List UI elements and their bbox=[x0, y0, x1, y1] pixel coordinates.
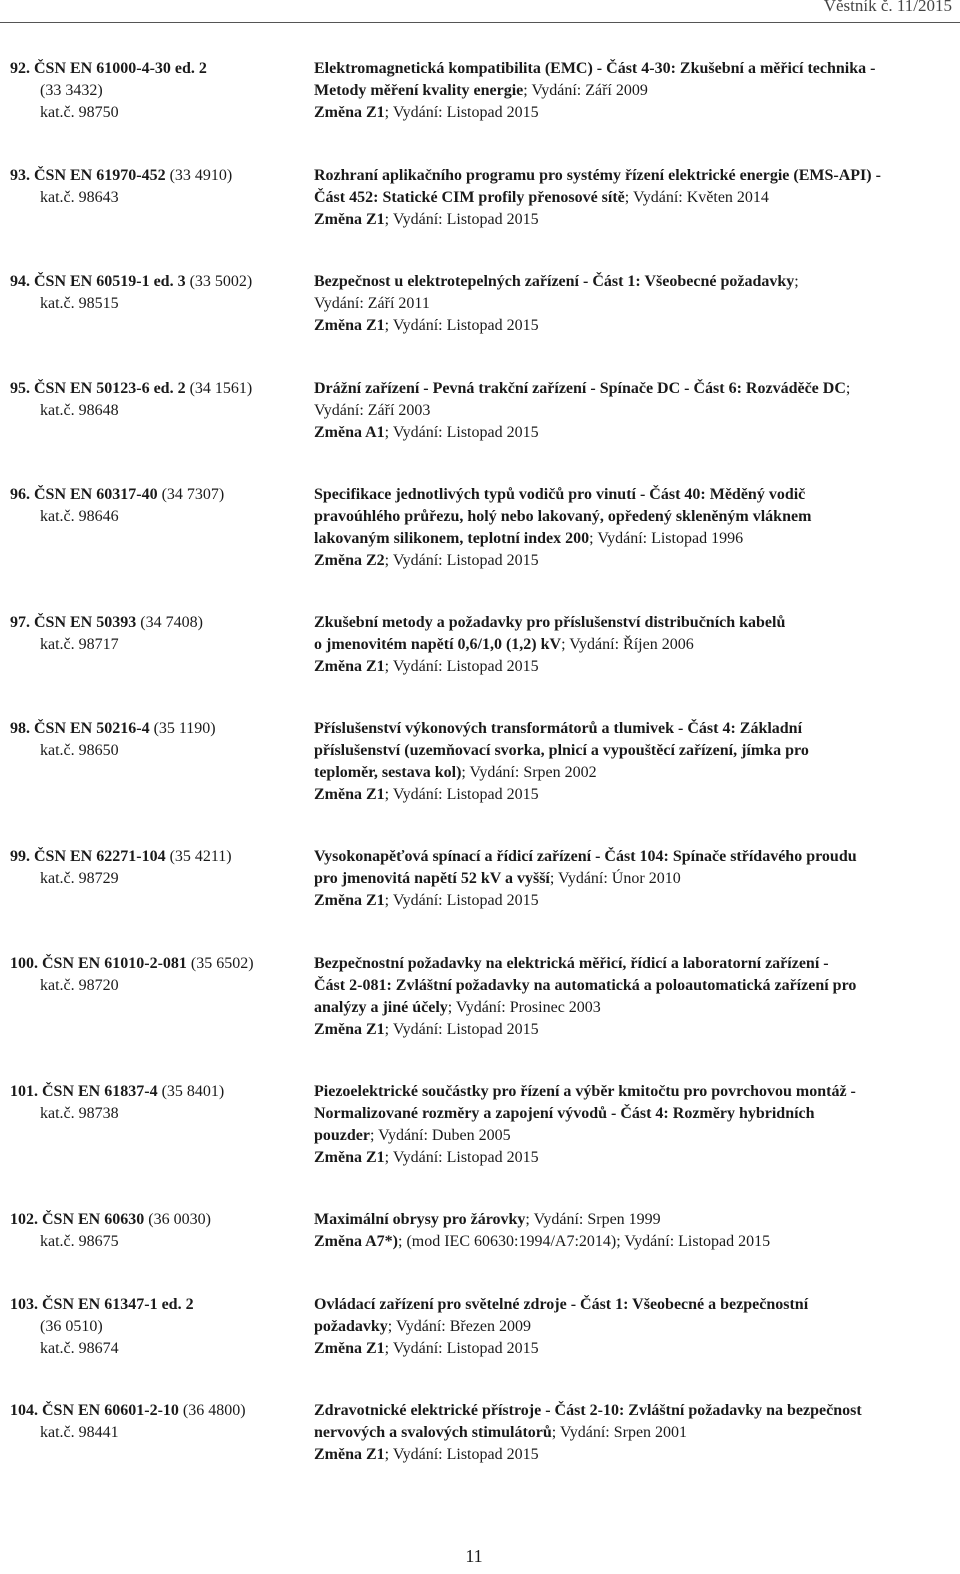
bold-text: 100. ČSN EN 61010-2-081 bbox=[10, 955, 187, 972]
identifier-line bbox=[10, 187, 305, 209]
identifier-line bbox=[10, 634, 305, 656]
plain-text: ; Vydání: Listopad 2015 bbox=[384, 1446, 539, 1463]
plain-text: ; Vydání: Listopad 2015 bbox=[384, 1340, 539, 1357]
description-line bbox=[314, 997, 950, 1019]
standard-identifier bbox=[10, 1294, 305, 1360]
identifier-line bbox=[10, 293, 305, 315]
bold-text: Část 2-081: Zvláštní požadavky na automatická a poloautomatická zařízení pro bbox=[314, 977, 857, 994]
identifier-line bbox=[10, 1294, 305, 1316]
bold-text: Elektromagnetická kompatibilita (EMC) - Část 4-30: Zkušební a měřicí technika - bbox=[314, 60, 876, 77]
bold-text: 101. ČSN EN 61837-4 bbox=[10, 1083, 158, 1100]
description-line bbox=[314, 484, 950, 506]
bold-text: analýzy a jiné účely bbox=[314, 999, 448, 1016]
bold-text: pro jmenovitá napětí 52 kV a vyšší bbox=[314, 870, 550, 887]
plain-text: kat.č. 98648 bbox=[40, 402, 119, 419]
description-line bbox=[314, 1338, 950, 1360]
description-line bbox=[314, 1103, 950, 1125]
bold-text: o jmenovitém napětí 0,6/1,0 (1,2) kV bbox=[314, 636, 562, 653]
standard-identifier bbox=[10, 1081, 305, 1125]
bold-text: Změna Z1 bbox=[314, 892, 385, 909]
plain-text: ; Vydání: Srpen 1999 bbox=[525, 1211, 661, 1228]
plain-text: kat.č. 98643 bbox=[40, 189, 119, 206]
plain-text: ; Vydání: Listopad 2015 bbox=[384, 104, 539, 121]
standard-description bbox=[314, 612, 950, 678]
plain-text: (33 5002) bbox=[185, 273, 253, 290]
plain-text: kat.č. 98441 bbox=[40, 1424, 119, 1441]
bold-text: Specifikace jednotlivých typů vodičů pro vinutí - Část 40: Měděný vodič bbox=[314, 486, 806, 503]
standard-description bbox=[314, 1209, 950, 1253]
description-line bbox=[314, 1209, 950, 1231]
bold-text: Zdravotnické elektrické přístroje - Část 2-10: Zvláštní požadavky na bezpečnost bbox=[314, 1402, 862, 1419]
plain-text: ; Vydání: Listopad 2015 bbox=[384, 658, 539, 675]
bold-text: Změna Z1 bbox=[314, 1340, 385, 1357]
bulletin-header: Věstník č. 11/2015 bbox=[823, 0, 952, 15]
description-line bbox=[314, 1019, 950, 1041]
identifier-line bbox=[10, 1209, 305, 1231]
plain-text: ; Vydání: Květen 2014 bbox=[624, 189, 769, 206]
identifier-line bbox=[10, 58, 305, 80]
bold-text: Příslušenství výkonových transformátorů a tlumivek - Část 4: Základní bbox=[314, 720, 803, 737]
plain-text: kat.č. 98738 bbox=[40, 1105, 119, 1122]
bold-text: lakovaným silikonem, teplotní index 200 bbox=[314, 530, 590, 547]
bold-text: Změna Z1 bbox=[314, 104, 385, 121]
plain-text: ; Vydání: Listopad 2015 bbox=[384, 892, 539, 909]
bold-text: Změna Z1 bbox=[314, 1021, 385, 1038]
standard-identifier bbox=[10, 484, 305, 528]
description-line bbox=[314, 1081, 950, 1103]
bold-text: Normalizované rozměry a zapojení vývodů - Část 4: Rozměry hybridních bbox=[314, 1105, 815, 1122]
description-line bbox=[314, 634, 950, 656]
bold-text: pravoúhlého průřezu, holý nebo lakovaný, opředený skleněným vláknem bbox=[314, 508, 812, 525]
identifier-line bbox=[10, 975, 305, 997]
standard-description bbox=[314, 1294, 950, 1360]
plain-text: ; Vydání: Září 2009 bbox=[523, 82, 648, 99]
plain-text: ; Vydání: Prosinec 2003 bbox=[447, 999, 601, 1016]
identifier-line bbox=[10, 1338, 305, 1360]
description-line bbox=[314, 784, 950, 806]
header-divider bbox=[0, 22, 960, 23]
bold-text: požadavky bbox=[314, 1318, 388, 1335]
description-line bbox=[314, 718, 950, 740]
description-line bbox=[314, 890, 950, 912]
plain-text: ; Vydání: Listopad 2015 bbox=[384, 786, 539, 803]
identifier-line bbox=[10, 740, 305, 762]
identifier-line bbox=[10, 506, 305, 528]
identifier-line bbox=[10, 1103, 305, 1125]
bold-text: 93. ČSN EN 61970-452 bbox=[10, 167, 166, 184]
plain-text: ; Vydání: Duben 2005 bbox=[370, 1127, 511, 1144]
identifier-line bbox=[10, 1422, 305, 1444]
description-line bbox=[314, 1400, 950, 1422]
plain-text: (36 0510) bbox=[40, 1318, 103, 1335]
plain-text: (36 0030) bbox=[144, 1211, 211, 1228]
plain-text: kat.č. 98750 bbox=[40, 104, 119, 121]
bold-text: Změna Z1 bbox=[314, 1446, 385, 1463]
description-line bbox=[314, 846, 950, 868]
plain-text: (35 6502) bbox=[186, 955, 254, 972]
description-line bbox=[314, 400, 950, 422]
standard-identifier bbox=[10, 165, 305, 209]
standard-identifier bbox=[10, 953, 305, 997]
bold-text: 96. ČSN EN 60317-40 bbox=[10, 486, 158, 503]
description-line bbox=[314, 58, 950, 80]
plain-text: ; Vydání: Listopad 2015 bbox=[384, 1021, 539, 1038]
bold-text: Změna A1 bbox=[314, 424, 385, 441]
plain-text: (34 7307) bbox=[157, 486, 225, 503]
bold-text: Drážní zařízení - Pevná trakční zařízení - Spínače DC - Část 6: Rozváděče DC bbox=[314, 380, 846, 397]
description-line bbox=[314, 315, 950, 337]
identifier-line bbox=[10, 378, 305, 400]
plain-text: kat.č. 98515 bbox=[40, 295, 119, 312]
bold-text: Rozhraní aplikačního programu pro systémy řízení elektrické energie (EMS-API) - bbox=[314, 167, 881, 184]
description-line bbox=[314, 271, 950, 293]
bold-text: 97. ČSN EN 50393 bbox=[10, 614, 137, 631]
description-line bbox=[314, 165, 950, 187]
bold-text: příslušenství (uzemňovací svorka, plnicí a vypouštěcí zařízení, jímka pro bbox=[314, 742, 809, 759]
bold-text: Ovládací zařízení pro světelné zdroje - Část 1: Všeobecné a bezpečnostní bbox=[314, 1296, 809, 1313]
plain-text: (33 4910) bbox=[165, 167, 233, 184]
description-line bbox=[314, 293, 950, 315]
bold-text: 94. ČSN EN 60519-1 ed. 3 bbox=[10, 273, 186, 290]
plain-text: ; Vydání: Srpen 2001 bbox=[551, 1424, 688, 1441]
standard-identifier bbox=[10, 378, 305, 422]
bold-text: Změna Z1 bbox=[314, 211, 385, 228]
description-line bbox=[314, 1422, 950, 1444]
description-line bbox=[314, 422, 950, 444]
plain-text: ; (mod IEC 60630:1994/A7:2014); Vydání: Listopad 2015 bbox=[398, 1233, 771, 1250]
plain-text: (36 4800) bbox=[178, 1402, 246, 1419]
description-line bbox=[314, 975, 950, 997]
plain-text: kat.č. 98720 bbox=[40, 977, 119, 994]
plain-text: kat.č. 98717 bbox=[40, 636, 119, 653]
bold-text: Bezpečnostní požadavky na elektrická měřicí, řídicí a laboratorní zařízení - bbox=[314, 955, 829, 972]
description-line bbox=[314, 1294, 950, 1316]
description-line bbox=[314, 378, 950, 400]
identifier-line bbox=[10, 400, 305, 422]
plain-text: ; bbox=[794, 273, 799, 290]
plain-text: ; bbox=[845, 380, 851, 397]
bold-text: 102. ČSN EN 60630 bbox=[10, 1211, 145, 1228]
standard-description bbox=[314, 1081, 950, 1169]
standard-description bbox=[314, 718, 950, 806]
description-line bbox=[314, 740, 950, 762]
description-line bbox=[314, 102, 950, 124]
description-line bbox=[314, 550, 950, 572]
plain-text: (34 1561) bbox=[185, 380, 253, 397]
description-line bbox=[314, 953, 950, 975]
identifier-line bbox=[10, 1081, 305, 1103]
plain-text: (35 8401) bbox=[157, 1083, 225, 1100]
standard-description bbox=[314, 846, 950, 912]
standard-identifier bbox=[10, 612, 305, 656]
standard-description bbox=[314, 58, 950, 124]
bold-text: Část 452: Statické CIM profily přenosové sítě bbox=[314, 189, 625, 206]
bold-text: Metody měření kvality energie bbox=[314, 82, 524, 99]
description-line bbox=[314, 80, 950, 102]
description-line bbox=[314, 656, 950, 678]
identifier-line bbox=[10, 953, 305, 975]
bold-text: 103. ČSN EN 61347-1 ed. 2 bbox=[10, 1296, 194, 1313]
standard-identifier bbox=[10, 718, 305, 762]
plain-text: ; Vydání: Listopad 1996 bbox=[589, 530, 744, 547]
standard-description bbox=[314, 271, 950, 337]
bold-text: Změna Z1 bbox=[314, 786, 385, 803]
plain-text: ; Vydání: Březen 2009 bbox=[387, 1318, 532, 1335]
bold-text: 104. ČSN EN 60601-2-10 bbox=[10, 1402, 179, 1419]
description-line bbox=[314, 868, 950, 890]
bold-text: Piezoelektrické součástky pro řízení a výběr kmitočtu pro povrchovou montáž - bbox=[314, 1083, 856, 1100]
description-line bbox=[314, 187, 950, 209]
identifier-line bbox=[10, 271, 305, 293]
page-number: 11 bbox=[465, 1546, 483, 1566]
plain-text: kat.č. 98650 bbox=[40, 742, 119, 759]
identifier-line bbox=[10, 1231, 305, 1253]
identifier-line bbox=[10, 1400, 305, 1422]
description-line bbox=[314, 1125, 950, 1147]
bold-text: Změna Z1 bbox=[314, 658, 385, 675]
description-line bbox=[314, 209, 950, 231]
standard-identifier bbox=[10, 1400, 305, 1444]
identifier-line bbox=[10, 846, 305, 868]
bold-text: Zkušební metody a požadavky pro příslušenství distribučních kabelů bbox=[314, 614, 786, 631]
description-line bbox=[314, 506, 950, 528]
identifier-line bbox=[10, 80, 305, 102]
plain-text: ; Vydání: Listopad 2015 bbox=[384, 552, 539, 569]
plain-text: kat.č. 98729 bbox=[40, 870, 119, 887]
bold-text: 95. ČSN EN 50123-6 ed. 2 bbox=[10, 380, 186, 397]
plain-text: ; Vydání: Srpen 2002 bbox=[461, 764, 597, 781]
identifier-line bbox=[10, 102, 305, 124]
plain-text: ; Vydání: Listopad 2015 bbox=[384, 424, 539, 441]
identifier-line bbox=[10, 868, 305, 890]
plain-text: ; Vydání: Říjen 2006 bbox=[561, 636, 694, 653]
plain-text: ; Vydání: Listopad 2015 bbox=[384, 211, 539, 228]
plain-text: (35 1190) bbox=[149, 720, 216, 737]
plain-text: (35 4211) bbox=[165, 848, 232, 865]
standard-description bbox=[314, 953, 950, 1041]
plain-text: kat.č. 98674 bbox=[40, 1340, 119, 1357]
bold-text: Změna Z1 bbox=[314, 1149, 385, 1166]
plain-text: ; Vydání: Listopad 2015 bbox=[384, 317, 539, 334]
bold-text: Bezpečnost u elektrotepelných zařízení - Část 1: Všeobecné požadavky bbox=[314, 273, 795, 290]
plain-text: (34 7408) bbox=[136, 614, 203, 631]
identifier-line bbox=[10, 612, 305, 634]
bold-text: Vysokonapěťová spínací a řídicí zařízení - Část 104: Spínače střídavého proudu bbox=[314, 848, 857, 865]
bold-text: 98. ČSN EN 50216-4 bbox=[10, 720, 150, 737]
plain-text: ; Vydání: Listopad 2015 bbox=[384, 1149, 539, 1166]
standard-description bbox=[314, 165, 950, 231]
bold-text: Změna A7*) bbox=[314, 1233, 398, 1250]
description-line bbox=[314, 1444, 950, 1466]
standard-identifier bbox=[10, 271, 305, 315]
description-line bbox=[314, 762, 950, 784]
standard-identifier bbox=[10, 846, 305, 890]
identifier-line bbox=[10, 484, 305, 506]
plain-text: ; Vydání: Únor 2010 bbox=[549, 870, 681, 887]
plain-text: Vydání: Září 2003 bbox=[314, 402, 431, 419]
plain-text: kat.č. 98675 bbox=[40, 1233, 119, 1250]
bold-text: pouzder bbox=[314, 1127, 370, 1144]
description-line bbox=[314, 1316, 950, 1338]
plain-text: Vydání: Září 2011 bbox=[314, 295, 430, 312]
standard-description bbox=[314, 484, 950, 572]
identifier-line bbox=[10, 1316, 305, 1338]
standard-identifier bbox=[10, 58, 305, 124]
plain-text: kat.č. 98646 bbox=[40, 508, 119, 525]
bold-text: Změna Z1 bbox=[314, 317, 385, 334]
standard-identifier bbox=[10, 1209, 305, 1253]
standard-description bbox=[314, 1400, 950, 1466]
bold-text: nervových a svalových stimulátorů bbox=[314, 1424, 552, 1441]
bold-text: 92. ČSN EN 61000-4-30 ed. 2 bbox=[10, 60, 207, 77]
description-line bbox=[314, 1147, 950, 1169]
bold-text: teploměr, sestava kol) bbox=[314, 764, 462, 781]
identifier-line bbox=[10, 165, 305, 187]
bold-text: Maximální obrysy pro žárovky bbox=[314, 1211, 526, 1228]
bold-text: 99. ČSN EN 62271-104 bbox=[10, 848, 166, 865]
identifier-line bbox=[10, 718, 305, 740]
bold-text: Změna Z2 bbox=[314, 552, 385, 569]
description-line bbox=[314, 612, 950, 634]
description-line bbox=[314, 528, 950, 550]
plain-text: (33 3432) bbox=[40, 82, 103, 99]
standard-description bbox=[314, 378, 950, 444]
description-line bbox=[314, 1231, 950, 1253]
